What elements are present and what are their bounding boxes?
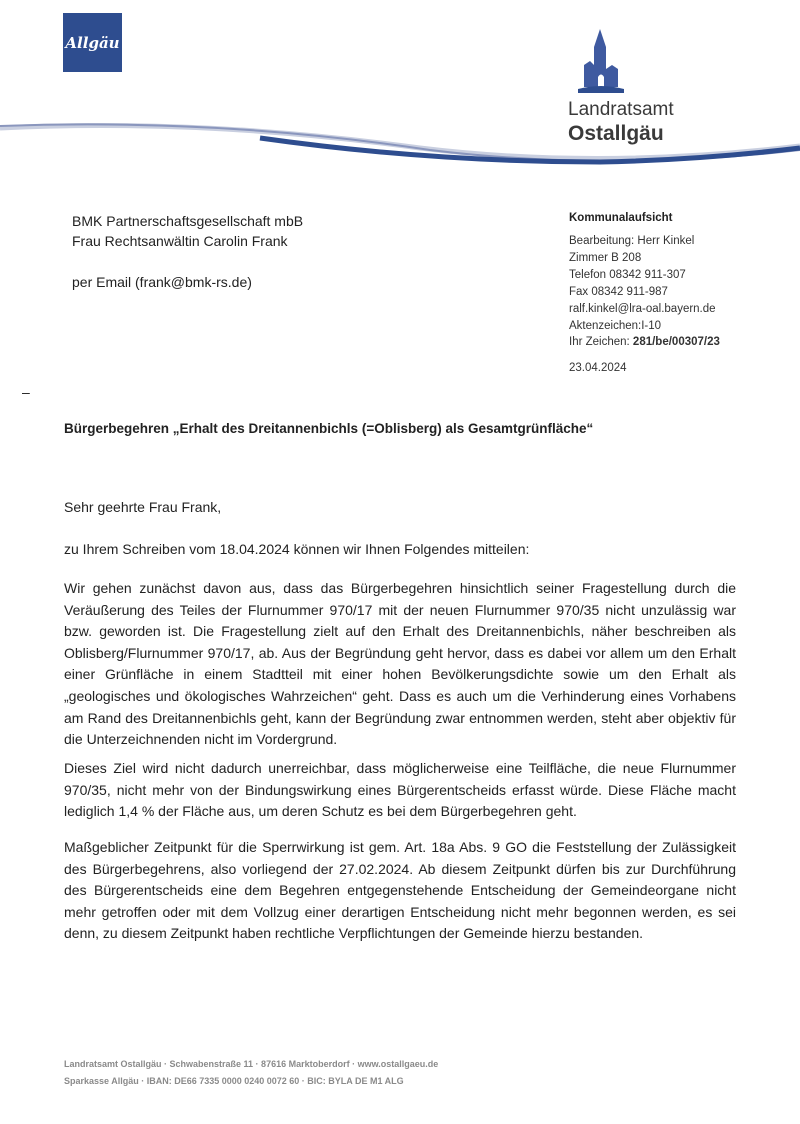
header-swoosh	[0, 118, 800, 168]
subject-line: Bürgerbegehren „Erhalt des Dreitannenbichls (=Oblisberg) als Gesamtgrünfläche“	[64, 421, 594, 436]
your-reference	[569, 336, 720, 348]
handled-by: Bearbeitung: Herr Kinkel	[569, 235, 695, 247]
fold-mark: –	[22, 384, 30, 400]
salutation: Sehr geehrte Frau Frank,	[64, 499, 222, 515]
authority-name-line2: Ostallgäu	[568, 122, 664, 145]
file-number: Aktenzeichen:I-10	[569, 320, 662, 332]
your-reference-value: 281/be/00307/23	[632, 336, 720, 348]
footer-address: Landratsamt Ostallgäu · Schwabenstraße 11 · 87616 Marktoberdorf · www.ostallgaeu.de	[64, 1059, 439, 1069]
recipient-line1: BMK Partnerschaftsgesellschaft mbB	[72, 213, 304, 229]
paragraph-4: Maßgeblicher Zeitpunkt für die Sperrwirkung ist gem. Art. 18a Abs. 9 GO die Feststellung der Zulässigkeit des Bürgerbegehrens, also vorliegend der 27.02.2024. Ab diesem Zeitpunkt dürfen bis zur Durchführung des Bürgerentscheids eine dem Begehren entgegenstehende Entscheidung der Gemeindeorgane nicht mehr getroffen oder mit dem Vollzug einer derartigen Entscheidung nicht mehr begonnen werden, es sei denn, zu diesem Zeitpunkt haben rechtliche Verpflichtungen der Gemeinde hierzu bestanden.	[64, 839, 736, 942]
recipient-email: per Email (frank@bmk-rs.de)	[72, 274, 252, 290]
room: Zimmer B 208	[569, 252, 642, 264]
paragraph-3: Dieses Ziel wird nicht dadurch unerreichbar, dass möglicherweise eine Teilfläche, die neue Flurnummer 970/35, nicht mehr von der Bindungswirkung eines Bürgerentscheids erfasst würde. Diese Fläche macht lediglich 1,4 % der Fläche aus, um deren Schutz es bei dem Bürgerbegehren geht.	[64, 760, 736, 820]
fax: Fax 08342 911-987	[569, 286, 668, 298]
allgaeu-logo	[63, 13, 122, 72]
recipient-line2: Frau Rechtsanwältin Carolin Frank	[72, 233, 288, 249]
authority-name-line1: Landratsamt	[568, 99, 674, 120]
email: ralf.kinkel@lra-oal.bayern.de	[569, 303, 716, 315]
phone: Telefon 08342 911-307	[569, 269, 686, 281]
paragraph-2: Wir gehen zunächst davon aus, dass das Bürgerbegehren hinsichtlich seiner Fragestellung durch die Veräußerung des Teiles der Flurnummer 970/17 mit der neuen Flurnummer 970/35 nicht unzulässig war bzw. geworden ist. Die Fragestellung zielt auf den Erhalt des Dreitannenbichls, näher beschreiben als Oblisberg/Flurnummer 970/17, ab. Aus der Begründung geht hervor, dass es dabei vor allem um den Erhalt einer Grünfläche in einem Stadtteil mit einer hohen Bevölkerungsdichte sowie um den Erhalt als „geologisches und ökologisches Wahrzeichen“ geht. Dass es auch um die Verhinderung eines Vorhabens am Rand des Dreitannenbichls geht, kann der Begründung zwar entnommen werden, steht aber objektiv für die Unterzeichnenden nicht im Vordergrund.	[64, 580, 736, 748]
letter-date: 23.04.2024	[569, 362, 627, 374]
department-title: Kommunalaufsicht	[569, 212, 673, 224]
castle-logo-icon	[576, 25, 626, 95]
your-reference-label: Ihr Zeichen:	[569, 336, 633, 348]
allgaeu-logo-text: Allgäu	[65, 33, 120, 52]
paragraph-1: zu Ihrem Schreiben vom 18.04.2024 können wir Ihnen Folgendes mitteilen:	[64, 541, 530, 557]
footer-bank: Sparkasse Allgäu · IBAN: DE66 7335 0000 0240 0072 60 · BIC: BYLA DE M1 ALG	[64, 1076, 404, 1086]
